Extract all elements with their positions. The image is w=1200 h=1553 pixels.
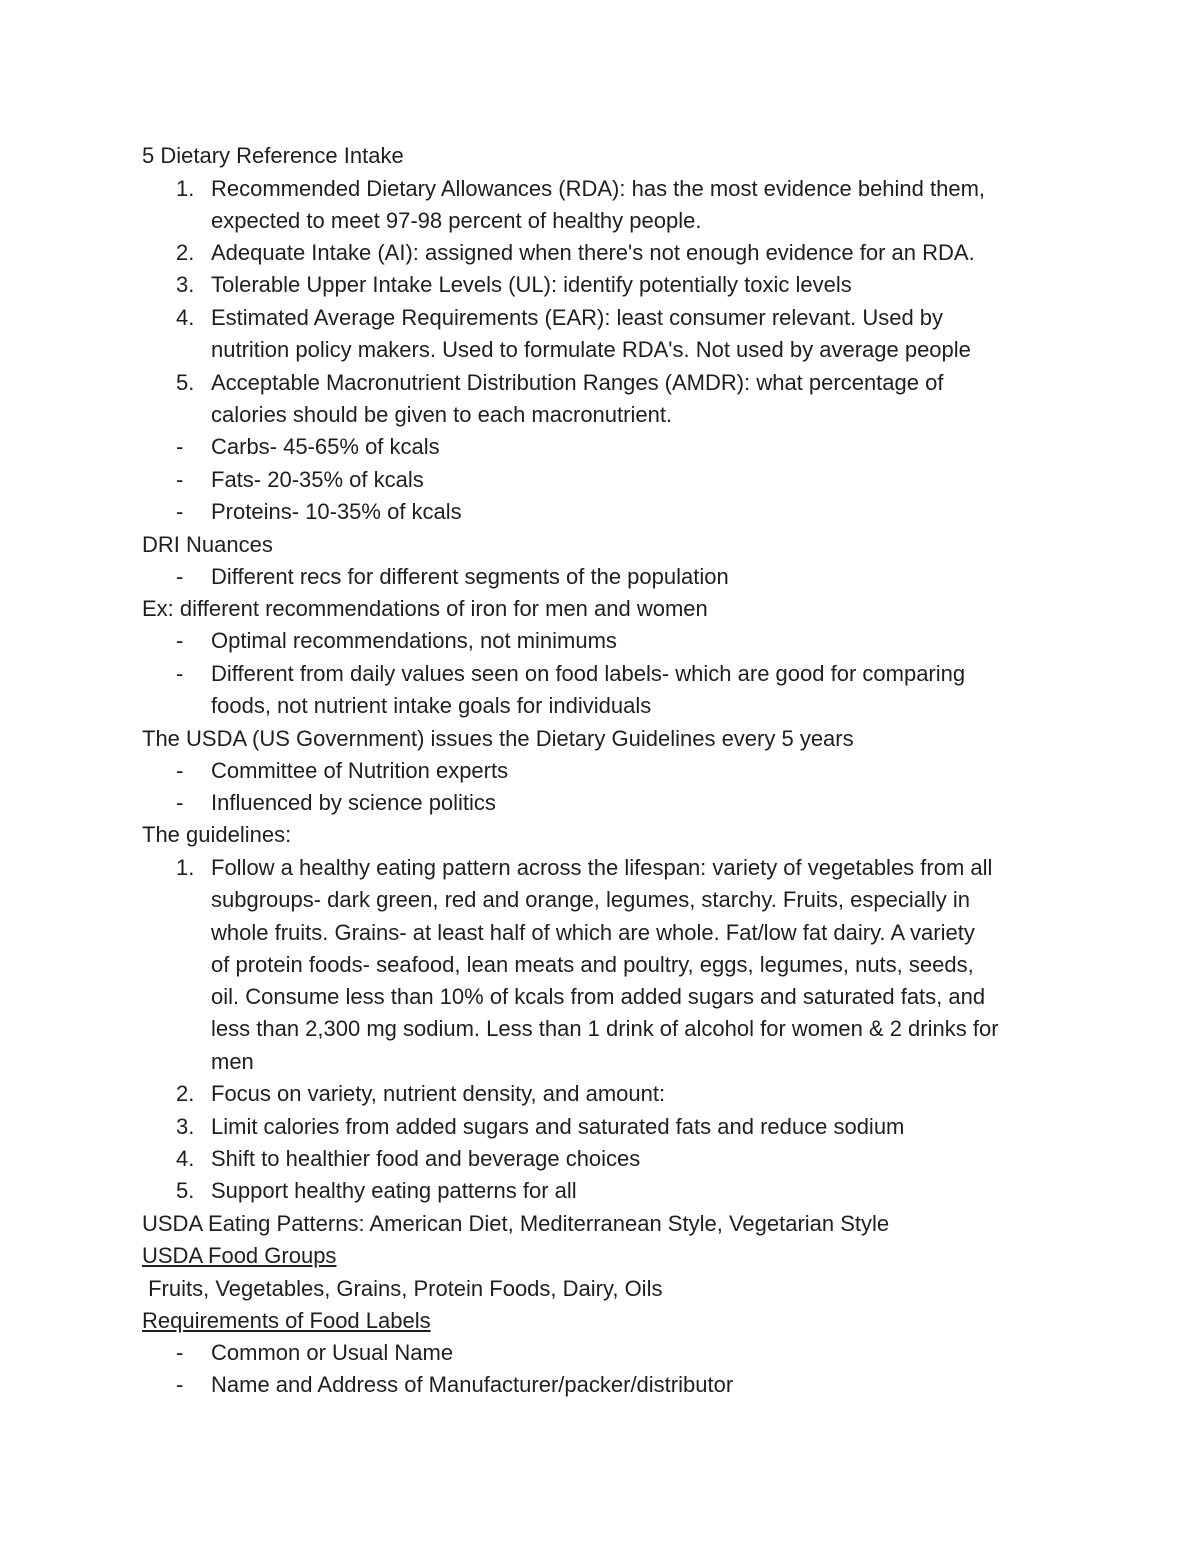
document-page: 5 Dietary Reference Intake 1. Recommended Dietary Allowances (RDA): has the most evidence behind them, expected to meet 97-98 percent of healthy people. 2. Adequate Intake (AI): assigned when there's not enough evidence for an RDA. 3. Tolerable Upper Intake Levels (UL): identify potentially toxic levels 4. Estimated Average Requirements (EAR): least consumer relevant. Used by nutrition policy makers. Used to formulate RDA's. Not used by average people 5. Acceptable Macronutrient Distribution Ranges (AMDR): what percentage of calories should be given to each macronutrient. - Carbs- 45-65% of kcals - Fats- 20-35% of kcals - Proteins- 10-35% of kcals DRI Nuances - Different recs for different segments of the population Ex: different recommendations of iron for men and women - Optimal recommendations, not minimums - Different from daily values seen on food labels- which are good for comparing foods, not nutrient intake goals for individuals The USDA (US Government) issues the Dietary Guidelines every 5 years - Committee of Nutrition experts - Influenced by science politics The guidelines: 1. Follow a healthy eating pattern across the lifespan: variety of vegetables from all subgroups- dark green, red and orange, legumes, starchy. Fruits, especially in whole fruits. Grains- at least half of which are whole. Fat/low fat dairy. A variety of protein foods- seafood, lean meats and poultry, eggs, legumes, nuts, seeds, oil. Consume less than 10% of kcals from added sugars and saturated fats, and less than 2,300 mg sodium. Less than 1 drink of alcohol for women & 2 drinks for men 2. Focus on variety, nutrient density, and amount: 3. Limit calories from added sugars and saturated fats and reduce sodium 4. Shift to healthier food and beverage choices 5. Support healthy eating patterns for all USDA Eating Patterns: American Diet, Mediterranean Style, Vegetarian Style USDA Food Groups Fruits, Vegetables, Grains, Protein Foods, Dairy, Oils Requirements of Food Labels - Common or Usual Name - Name and Address of Manufacturer/packer/distributor — [142, 143, 999, 1397]
